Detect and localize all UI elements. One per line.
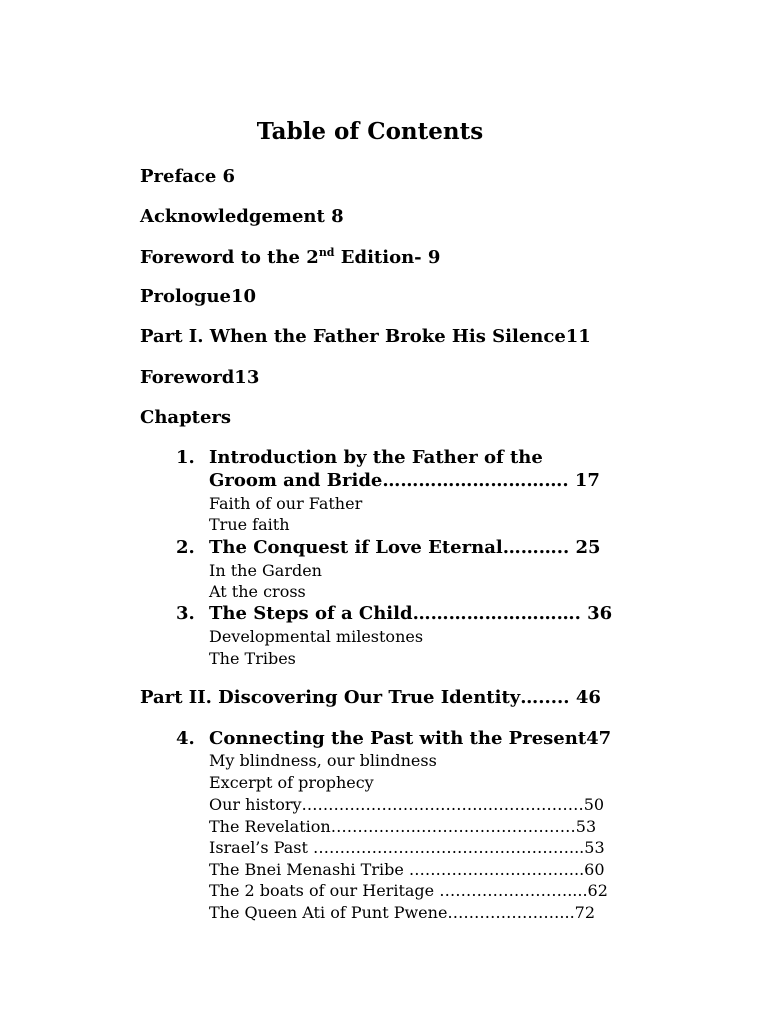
chapter-title-text: Connecting the Past with the Present47 [209, 728, 612, 749]
chapter-4-sub-6: The Bnei Menashi Tribe …………………………...60 [209, 860, 605, 879]
foreword-2nd-text-after: Edition- 9 [334, 247, 441, 268]
chapter-1-sub-2: True faith [209, 515, 290, 534]
chapter-4-sub-3: Our history……………………………..………………50 [209, 795, 605, 814]
toc-entry-prologue: Prologue10 [140, 286, 257, 307]
chapter-4-sub-5: Israel’s Past …………………………………………...53 [209, 838, 605, 857]
toc-entry-foreword: Foreword13 [140, 367, 260, 388]
chapter-4-sub-2: Excerpt of prophecy [209, 773, 374, 792]
chapter-title-text: The Conquest if Love Eternal……….. 25 [209, 537, 601, 558]
toc-entry-acknowledgement: Acknowledgement 8 [140, 206, 344, 227]
chapter-title-text: Introduction by the Father of the [209, 447, 543, 468]
toc-entry-foreword-2nd-edition [140, 246, 440, 268]
chapter-4-sub-4: The Revelation…………….…………………………53 [209, 817, 597, 836]
chapter-3-title [176, 603, 612, 624]
chapter-4-sub-7: The 2 boats of our Heritage ……………………....62 [209, 881, 608, 900]
chapter-3-sub-1: Developmental milestones [209, 627, 424, 646]
foreword-2nd-superscript: nd [318, 246, 335, 259]
chapter-4-title [176, 728, 611, 749]
chapter-number: 1. [176, 447, 195, 468]
chapter-number: 4. [176, 728, 195, 749]
chapter-1-title-continued: Groom and Bride…………………………. 17 [209, 470, 600, 491]
toc-entry-preface: Preface 6 [140, 166, 236, 187]
chapter-number: 2. [176, 537, 195, 558]
chapter-2-title [176, 537, 601, 558]
foreword-2nd-text-before: Foreword to the 2 [140, 247, 319, 268]
chapter-number: 3. [176, 603, 195, 624]
chapter-3-sub-2: The Tribes [209, 649, 296, 668]
toc-entry-chapters-heading: Chapters [140, 407, 232, 428]
toc-entry-part-2: Part II. Discovering Our True Identity…..... 46 [140, 687, 601, 708]
chapter-1-title [176, 447, 543, 468]
chapter-2-sub-2: At the cross [209, 582, 306, 601]
chapter-4-sub-8: The Queen Ati of Punt Pwene…………………...72 [209, 903, 596, 922]
chapter-1-sub-1: Faith of our Father [209, 494, 363, 513]
chapter-2-sub-1: In the Garden [209, 561, 322, 580]
chapter-4-sub-1: My blindness, our blindness [209, 751, 437, 770]
page-title: Table of Contents [256, 118, 484, 145]
chapter-title-text: The Steps of a Child………………………. 36 [209, 603, 613, 624]
toc-entry-part-1: Part I. When the Father Broke His Silence11 [140, 326, 591, 347]
